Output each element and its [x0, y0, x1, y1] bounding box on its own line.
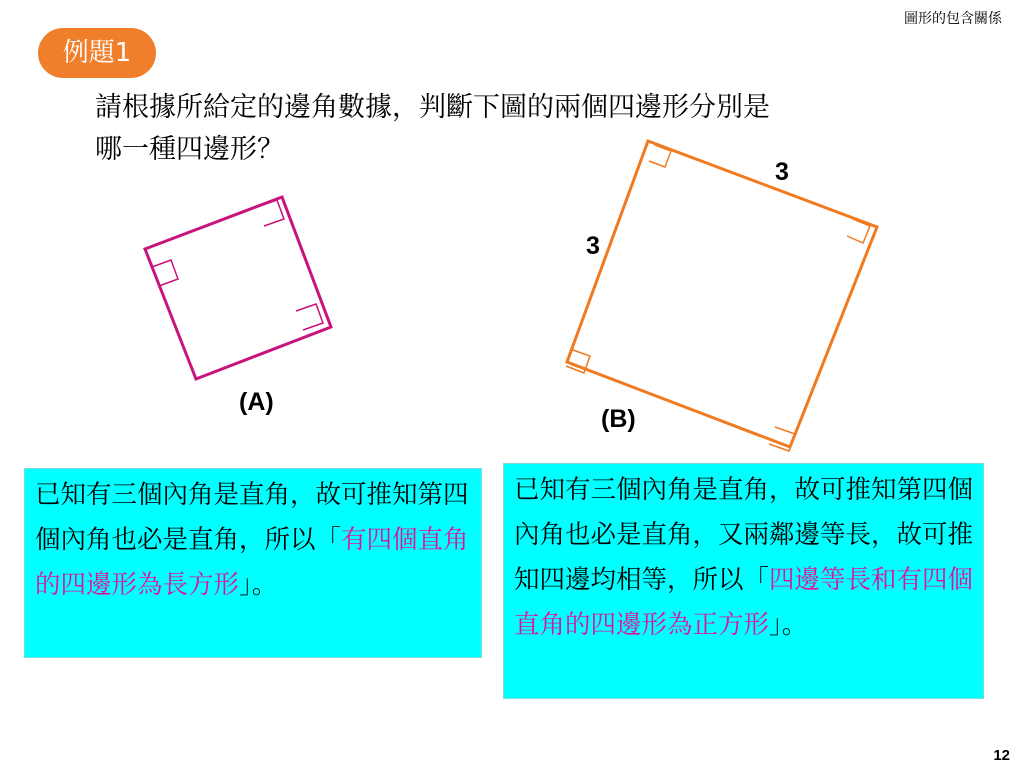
- answer-a-text: 已知有三個內角是直角，故可推知第四個內角也必是直角，所以「: [35, 480, 469, 555]
- answer-b-text: 已知有三個內角是直角，故可推知第四個內角也必是直角，又兩鄰邊等長，故可推知四邊均相等，所以「: [514, 475, 974, 595]
- figure-b-label: (B): [601, 405, 636, 433]
- answer-b-conclusion: 四邊等長和有四個直角的四邊形為正方形: [514, 565, 974, 640]
- page-number: 12: [993, 747, 1010, 764]
- figure-a-rectangle: [145, 197, 331, 379]
- figure-b-left-side-length: 3: [586, 232, 600, 260]
- answer-box-b: [503, 463, 984, 699]
- question-text: 請根據所給定的邊角數據，判斷下圖的兩個四邊形分別是 哪一種四邊形？: [95, 92, 770, 165]
- answer-a-conclusion: 有四個直角的四邊形為長方形: [35, 525, 469, 600]
- answer-box-a: [24, 468, 482, 658]
- example-badge: 例題1: [38, 28, 156, 78]
- answer-a-closing: 」。: [239, 570, 278, 600]
- figure-a-label: (A): [239, 388, 274, 416]
- slide-topic: 圖形的包含關係: [904, 11, 1002, 27]
- answer-b-closing: 」。: [769, 610, 808, 640]
- figure-b-top-side-length: 3: [775, 158, 789, 186]
